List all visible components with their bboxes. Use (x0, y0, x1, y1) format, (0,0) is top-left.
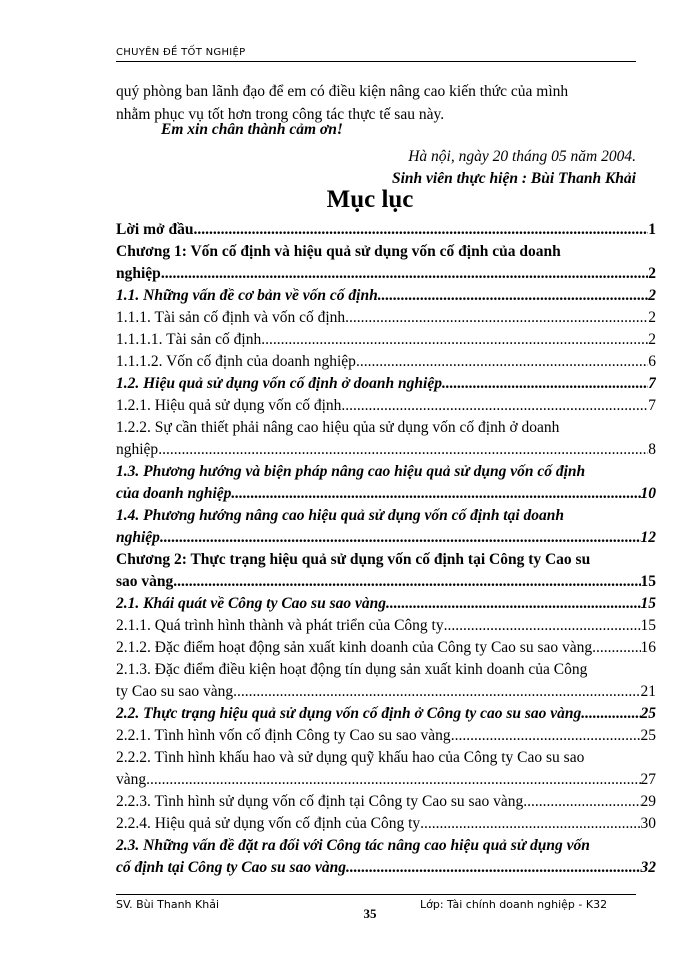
toc-leader (231, 483, 640, 505)
toc-page-number: 16 (640, 639, 656, 656)
toc-entry-line[interactable]: 1.4. Phương hướng nâng cao hiệu quả sử dụng vốn cố định tại doanh (116, 507, 565, 524)
toc-entry[interactable] (116, 439, 656, 461)
toc-leader (386, 593, 641, 615)
student-signature: Sinh viên thực hiện : Bùi Thanh Khải (391, 170, 636, 187)
toc-entry-title: 2.1. Khái quát về Công ty Cao su sao vàng (116, 595, 386, 612)
toc-page-number: 8 (648, 441, 656, 458)
toc-leader (160, 527, 641, 549)
toc-entry-title: Lời mở đầu (116, 221, 194, 238)
toc-entry[interactable] (116, 527, 656, 549)
toc-entry[interactable] (116, 285, 656, 307)
page-number: 35 (363, 906, 377, 921)
toc-entry-title: ty Cao su sao vàng (116, 683, 234, 700)
toc-leader (356, 351, 648, 373)
toc-leader (345, 307, 648, 329)
toc-page-number: 2 (648, 331, 656, 348)
toc-page-number: 10 (640, 485, 656, 502)
toc-page-number: 15 (640, 573, 656, 590)
toc-leader (158, 439, 648, 461)
toc-leader (146, 769, 640, 791)
toc-leader (261, 329, 648, 351)
toc-leader (420, 813, 640, 835)
toc-entry[interactable] (116, 703, 656, 725)
toc-entry[interactable] (116, 351, 656, 373)
toc-entry-title: 1.2. Hiệu quả sử dụng vốn cố định ở doanh nghiệp (116, 375, 442, 392)
toc-entry-title: 2.2.3. Tình hình sử dụng vốn cố định tại Công ty Cao su sao vàng (116, 793, 524, 810)
toc-leader (444, 615, 641, 637)
toc-leader (378, 285, 649, 307)
toc-entry-title: 2.2. Thực trạng hiệu quả sử dụng vốn cố định ở Công ty cao su sao vàng (116, 705, 582, 722)
toc-entry[interactable] (116, 725, 656, 747)
toc-entry[interactable] (116, 373, 656, 395)
toc-page-number: 29 (640, 793, 656, 810)
toc-entry-title: nghiệp (116, 265, 161, 282)
toc-entry-title: 2.2.1. Tình hình vốn cố định Công ty Cao su sao vàng (116, 727, 451, 744)
toc-leader (173, 571, 640, 593)
toc-entry[interactable] (116, 857, 656, 879)
date-line: Hà nội, ngày 20 tháng 05 năm 2004. (408, 148, 636, 165)
toc-entry-line[interactable]: 2.2.2. Tình hình khấu hao và sử dụng quỹ khấu hao của Công ty Cao su sao (116, 749, 585, 766)
toc-entry-line[interactable]: 2.1.3. Đặc điểm điều kiện hoạt động tín dụng sản xuất kinh doanh của Công (116, 661, 588, 678)
toc-entry[interactable] (116, 637, 656, 659)
toc-entry[interactable] (116, 769, 656, 791)
toc-page-number: 27 (640, 771, 656, 788)
toc-entry-line[interactable]: Chương 2: Thực trạng hiệu quả sử dụng vốn cố định tại Công ty Cao su (116, 551, 591, 568)
toc-entry-line[interactable]: 1.3. Phương hướng và biện pháp nâng cao hiệu quả sử dụng vốn cố định (116, 463, 586, 480)
toc-entry[interactable] (116, 307, 656, 329)
toc-entry[interactable] (116, 791, 656, 813)
toc-entry[interactable] (116, 263, 656, 285)
toc-page-number: 25 (640, 727, 656, 744)
toc-leader (442, 373, 648, 395)
toc-leader (523, 791, 640, 813)
intro-line: nhằm phục vụ tốt hơn trong công tác thực tế sau này. (116, 106, 445, 123)
toc-title: Mục lục (326, 186, 414, 213)
toc-page-number: 2 (648, 287, 656, 304)
page-header: CHUYÊN ĐỀ TỐT NGHIỆP (116, 47, 246, 58)
table-of-contents (116, 219, 656, 879)
toc-entry-title: 2.1.1. Quá trình hình thành và phát triển của Công ty (116, 617, 444, 634)
toc-entry-title: 2.1.2. Đặc điểm hoạt động sản xuất kinh doanh của Công ty Cao su sao vàng (116, 639, 593, 656)
toc-page-number: 30 (640, 815, 656, 832)
toc-entry-title: 1.2.1. Hiệu quả sử dụng vốn cố định (116, 397, 342, 414)
toc-page-number: 21 (640, 683, 656, 700)
toc-leader (193, 219, 648, 241)
intro-line: quý phòng ban lãnh đạo để em có điều kiện nâng cao kiến thức của mình (116, 83, 569, 100)
toc-entry-line[interactable]: 1.2.2. Sự cần thiết phải nâng cao hiệu qủa sử dụng vốn cố định ở doanh (116, 419, 560, 436)
toc-entry[interactable] (116, 681, 656, 703)
toc-entry[interactable] (116, 395, 656, 417)
toc-page-number: 12 (640, 529, 656, 546)
toc-entry[interactable] (116, 219, 656, 241)
toc-page-number: 15 (640, 595, 656, 612)
toc-entry-title: cố định tại Công ty Cao su sao vàng (116, 859, 346, 876)
toc-page-number: 25 (640, 705, 656, 722)
toc-entry-title: 1.1.1. Tài sản cố định và vốn cố định (116, 309, 346, 326)
toc-entry[interactable] (116, 571, 656, 593)
toc-entry[interactable] (116, 615, 656, 637)
toc-entry-title: vàng (116, 771, 147, 788)
toc-entry[interactable] (116, 483, 656, 505)
toc-entry-title: 1.1.1.1. Tài sản cố định (116, 331, 262, 348)
toc-entry-title: 2.2.4. Hiệu quả sử dụng vốn cố định của Công ty (116, 815, 421, 832)
toc-page-number: 2 (648, 265, 656, 282)
toc-entry-title: sao vàng (116, 573, 174, 590)
toc-entry-title: 1.1. Những vấn đề cơ bản về vốn cố định (116, 287, 378, 304)
toc-entry[interactable] (116, 813, 656, 835)
toc-leader (161, 263, 648, 285)
toc-entry-title: của doanh nghiệp (116, 485, 232, 502)
header-divider (116, 61, 636, 62)
toc-leader (592, 637, 640, 659)
toc-page-number: 6 (648, 353, 656, 370)
thanks-line: Em xin chân thành cảm ơn! (161, 121, 343, 138)
toc-entry-title: nghiệp (116, 441, 159, 458)
toc-leader (451, 725, 641, 747)
intro-paragraph (116, 80, 636, 126)
footer-divider (116, 894, 636, 895)
toc-leader (233, 681, 640, 703)
footer-author: SV. Bùi Thanh Khải (116, 898, 220, 911)
toc-entry-line[interactable]: 2.3. Những vấn đề đặt ra đối với Công tác nâng cao hiệu quả sử dụng vốn (116, 837, 590, 854)
toc-page-number: 7 (648, 397, 656, 414)
toc-page-number: 32 (640, 859, 656, 876)
toc-entry[interactable] (116, 329, 656, 351)
toc-entry-title: nghiệp (116, 529, 160, 546)
toc-entry-line[interactable]: Chương 1: Vốn cố định và hiệu quả sử dụng vốn cố định của doanh (116, 243, 561, 260)
toc-entry-title: 1.1.1.2. Vốn cố định của doanh nghiệp (116, 353, 356, 370)
toc-page-number: 15 (640, 617, 656, 634)
toc-leader (581, 703, 640, 725)
toc-page-number: 1 (648, 221, 656, 238)
toc-entry[interactable] (116, 593, 656, 615)
toc-leader (341, 395, 648, 417)
toc-leader (346, 857, 641, 879)
toc-page-number: 2 (648, 309, 656, 326)
toc-page-number: 7 (648, 375, 656, 392)
footer-class: Lớp: Tài chính doanh nghiệp - K32 (420, 898, 608, 911)
